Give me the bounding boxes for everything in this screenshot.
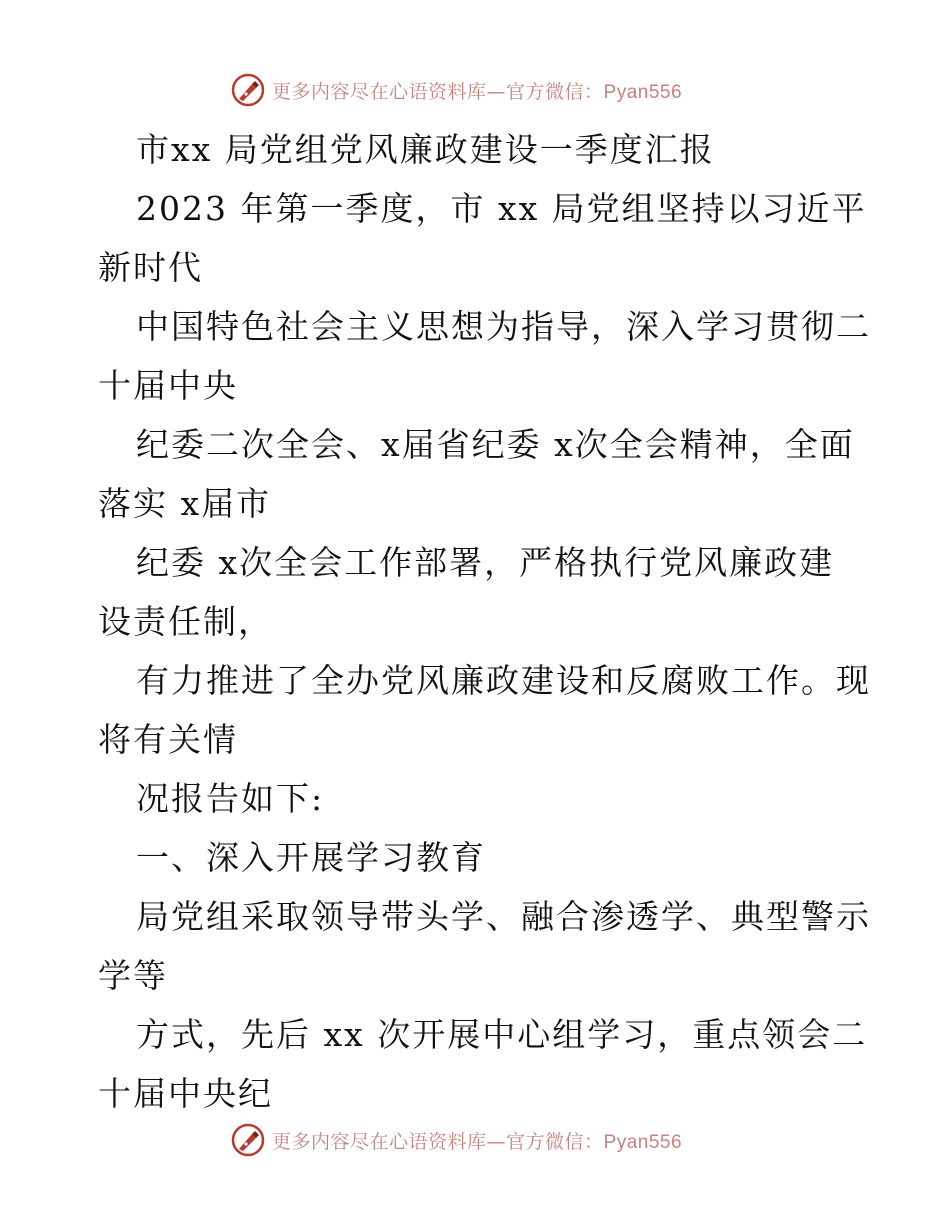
text-line: 市xx 局党组党风廉政建设一季度汇报	[136, 130, 715, 169]
text-line: 纪委 x次全会工作部署，严格执行党风廉政建	[136, 543, 835, 582]
text-line: 将有关情	[98, 720, 238, 759]
text-line: 2023 年第一季度，市 xx 局党组坚持以习近平	[136, 189, 867, 228]
text-line: 新时代	[98, 248, 203, 287]
text-line: 方式，先后 xx 次开展中心组学习，重点领会二	[136, 1015, 868, 1054]
watermark-wechat-id: Pyan556	[603, 1131, 683, 1153]
text-line: 十届中央纪	[98, 1074, 273, 1113]
text-line: 有力推进了全办党风廉政建设和反腐败工作。现	[136, 661, 871, 700]
text-line: 纪委二次全会、x届省纪委 x次全会精神，全面	[136, 425, 855, 464]
watermark-wechat-id: Pyan556	[603, 81, 683, 103]
text-line: 局党组采取领导带头学、融合渗透学、典型警示	[136, 897, 871, 936]
text-line: 中国特色社会主义思想为指导，深入学习贯彻二	[136, 307, 871, 346]
text-line: 落实 x届市	[98, 484, 272, 523]
footer-watermark	[230, 1120, 750, 1160]
pen-nib-logo-icon	[230, 72, 266, 108]
watermark-text: 更多内容尽在心语资料库—官方微信：Pyan556	[272, 1130, 683, 1153]
text-line: 况报告如下:	[136, 779, 325, 818]
pen-nib-logo-icon	[230, 1122, 266, 1158]
text-line: 学等	[98, 956, 168, 995]
text-line: 设责任制，	[98, 602, 273, 641]
text-line: 一、深入开展学习教育	[136, 838, 486, 877]
text-line: 十届中央	[98, 366, 238, 405]
watermark-text: 更多内容尽在心语资料库—官方微信：Pyan556	[272, 80, 683, 103]
document-body	[98, 120, 871, 1123]
header-watermark	[230, 70, 750, 110]
